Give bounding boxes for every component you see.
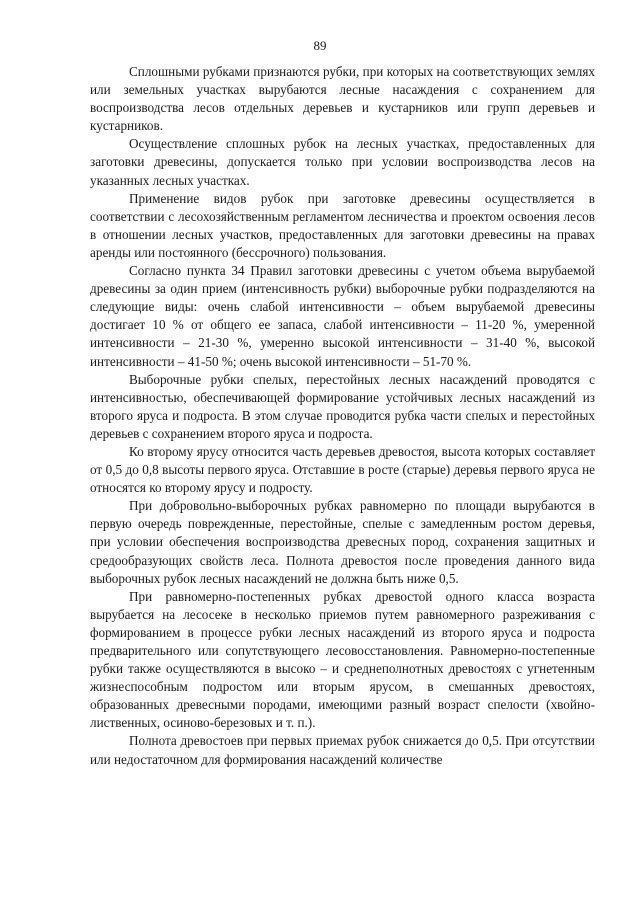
paragraph-clear-cutting-definition: Сплошными рубками признаются рубки, при которых на соответствующих землях или земельных участках вырубаются лесные насаждения с сохранением для воспроизводства лесов отдельных деревьев и кустарников или групп деревьев и кустарников. (90, 64, 595, 134)
paragraph-cutting-types-application: Применение видов рубок при заготовке древесины осуществляется в соответствии с лесохозяйственным регламентом лесничества и проектом освоения лесов в отношении лесных участков, предоставленных для заготовки древесины на правах аренды или постоянного (бессрочного) пользования. (90, 190, 595, 260)
page-number: 89 (313, 38, 327, 53)
paragraph-uniform-gradual-cutting: При равномерно-постепенных рубках древостой одного класса возраста вырубается на лесосеке в несколько приемов путем равномерного разреживания с формированием в процессе рубки лесных насаждений из второго яруса и подроста предварительного или сопутствующего лесовосстановления. Равномерно-постепенные рубки также осуществляются в высоко – и среднеполнотных древостоях с угнетенным жизнеспособным подростом или вторым ярусом, в смешанных древостоях, образованных древесными породами, имеющими разный возраст спелости (хвойно-лиственных, осиново-березовых и т. п.). (90, 588, 595, 731)
paragraph-second-tier-definition: Ко второму ярусу относится часть деревьев древостоя, высота которых составляет от 0,5 до 0,8 высоты первого яруса. Отставшие в росте (старые) деревья первого яруса не относятся ко второму ярусу и подросту. (90, 443, 595, 496)
document-body (90, 63, 595, 769)
paragraph-clear-cutting-conditions: Осуществление сплошных рубок на лесных участках, предоставленных для заготовки древесины, допускается только при условии воспроизводства лесов на указанных лесных участках. (90, 136, 595, 188)
paragraph-voluntary-selective-cutting: При добровольно-выборочных рубках равномерно по площади вырубаются в первую очередь поврежденные, перестойные, спелые с замедленным ростом деревья, при условии обеспечения воспроизводства древесных пород, сохранения защитных и средообразующих свойств леса. Полнота древостоя после проведения данного вида выборочных рубок лесных насаждений не должна быть ниже 0,5. (90, 498, 595, 586)
paragraph-intensity-classes: Согласно пункта 34 Правил заготовки древесины с учетом объема вырубаемой древесины за один прием (интенсивность рубки) выборочные рубки подразделяются на следующие виды: очень слабой интенсивности – объем вырубаемой древесины достигает 10 % от общего ее запаса, слабой интенсивности – 11-20 %, умеренной интенсивности – 21-30 %, умеренно высокой интенсивности – 31-40 %, высокой интенсивности – 41-50 %; очень высокой интенсивности – 51-70 %. (90, 263, 595, 369)
paragraph-selective-cutting-mature: Выборочные рубки спелых, перестойных лесных насаждений проводятся с интенсивностью, обеспечивающей формирование устойчивых лесных насаждений из второго яруса и подроста. В этом случае проводится рубка части спелых и перестойных деревьев с сохранением второго яруса и подроста. (90, 371, 595, 441)
paragraph-stand-density: Полнота древостоев при первых приемах рубок снижается до 0,5. При отсутствии или недостаточном для формирования насаждений количестве (90, 733, 595, 767)
